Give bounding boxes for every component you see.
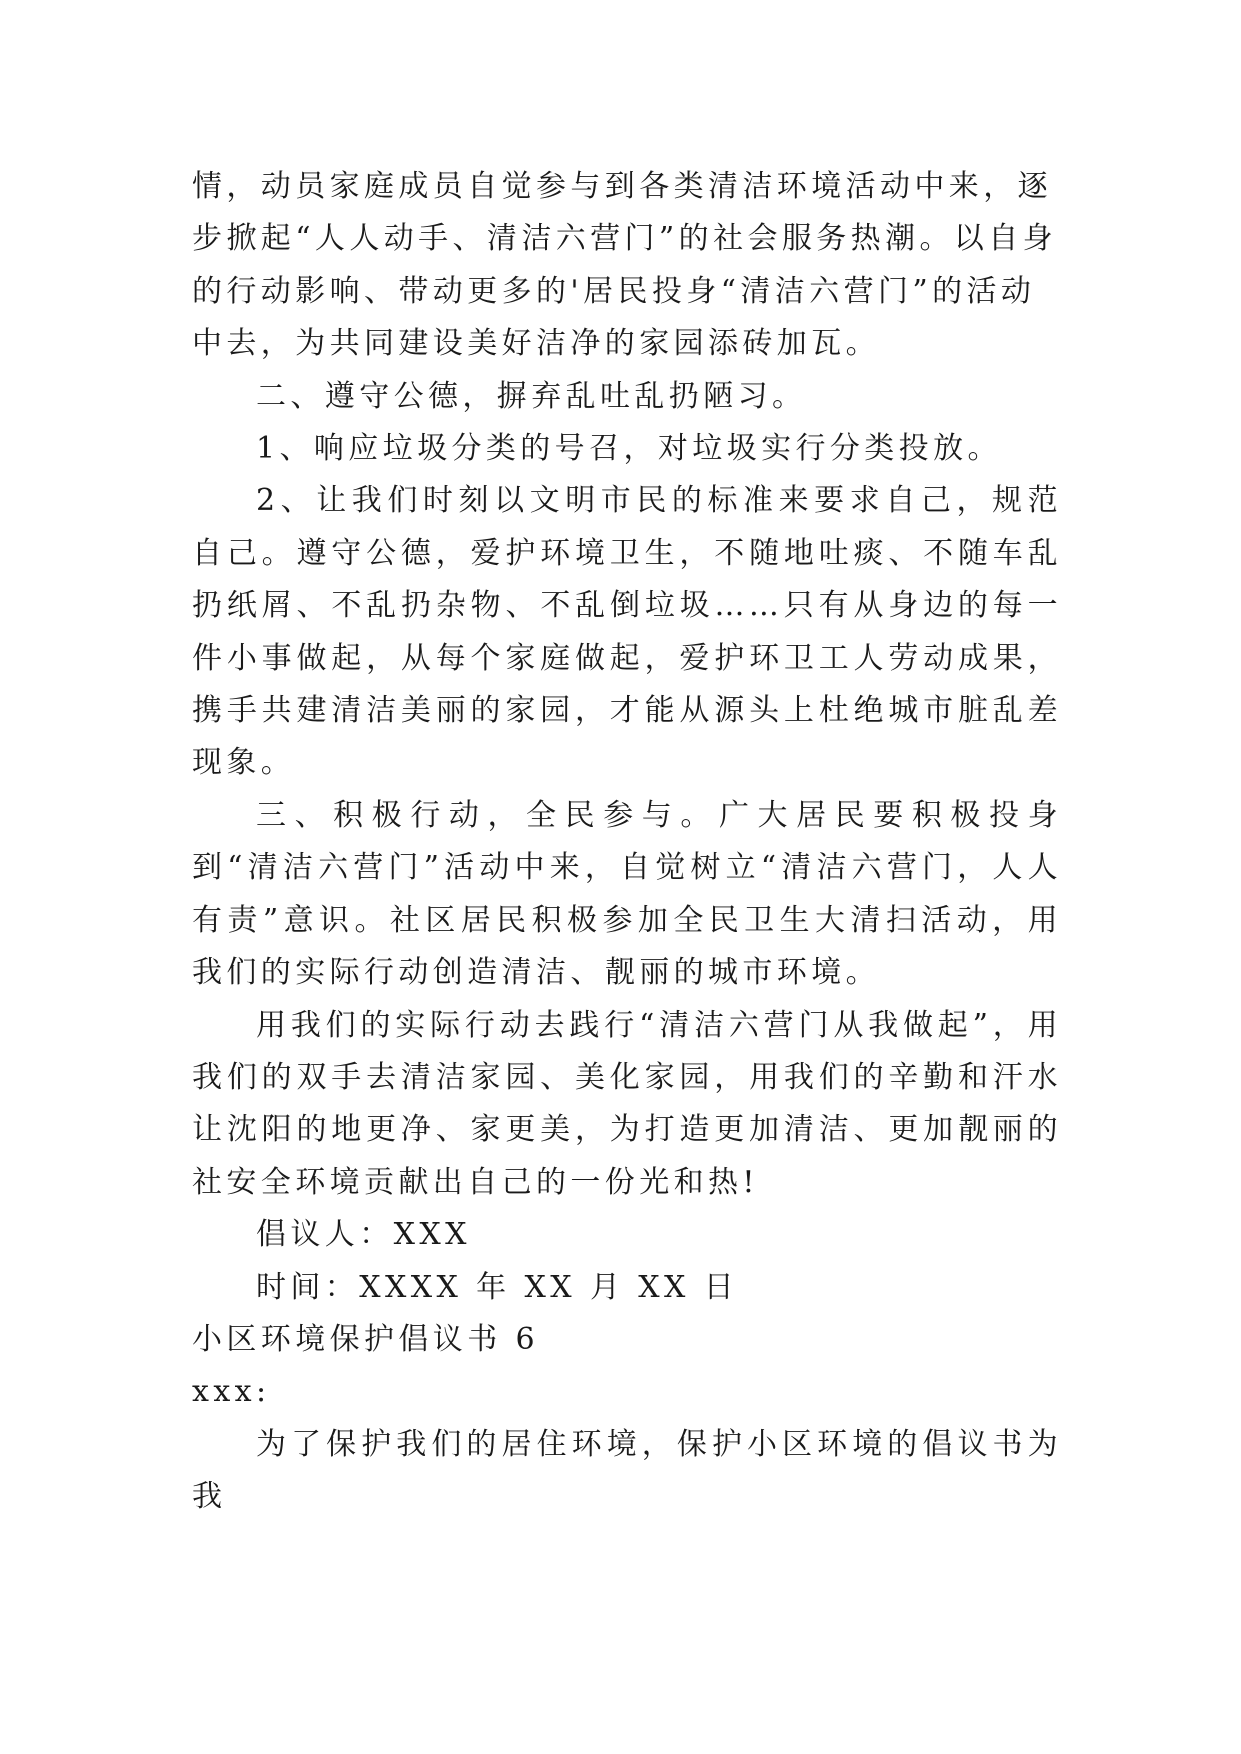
document-body — [192, 161, 1062, 1524]
salutation: xxx: — [192, 1374, 271, 1410]
paragraph-continuation: 情，动员家庭成员自觉参与到各类清洁环境活动中来，逐步掀起“人人动手、清洁六营门”的社会服务热潮。以自身的行动影响、带动更多的'居民投身“清洁六营门”的活动中去，为共同建设美好洁净的家园添砖加瓦。 — [192, 169, 1058, 362]
paragraph-closing-call: 用我们的实际行动去践行“清洁六营门从我做起”，用我们的双手去清洁家园、美化家园，用我们的辛勤和汗水让沈阳的地更净、家更美，为打造更加清洁、更加靓丽的社安全环境贡献出自己的一份光和热! — [192, 1007, 1062, 1200]
paragraph-item-two: 2、让我们时刻以文明市民的标准来要求自己，规范自己。遵守公德，爱护环境卫生，不随地吐痰、不随车乱扔纸屑、不乱扔杂物、不乱倒垃圾……只有从身边的每一件小事做起，从每个家庭做起，爱护环卫工人劳动成果，携手共建清洁美丽的家园，才能从源头上杜绝城市脏乱差现象。 — [192, 483, 1062, 781]
signer-line: 倡议人：XXX — [256, 1217, 471, 1253]
paragraph-section-three: 三、积极行动，全民参与。广大居民要积极投身到“清洁六营门”活动中来，自觉树立“清洁六营门，人人有责”意识。社区居民积极参加全民卫生大清扫活动，用我们的实际行动创造清洁、靓丽的城市环境。 — [192, 797, 1062, 991]
date-line: 时间：XXXX 年 XX 月 XX 日 — [256, 1269, 739, 1305]
paragraph-intro: 为了保护我们的居住环境，保护小区环境的倡议书为我 — [192, 1426, 1062, 1515]
paragraph-section-two-heading: 二、遵守公德，摒弃乱吐乱扔陋习。 — [256, 378, 807, 414]
paragraph-item-one: 1、响应垃圾分类的号召，对垃圾实行分类投放。 — [256, 431, 1002, 467]
section-title: 小区环境保护倡议书 6 — [192, 1321, 540, 1357]
